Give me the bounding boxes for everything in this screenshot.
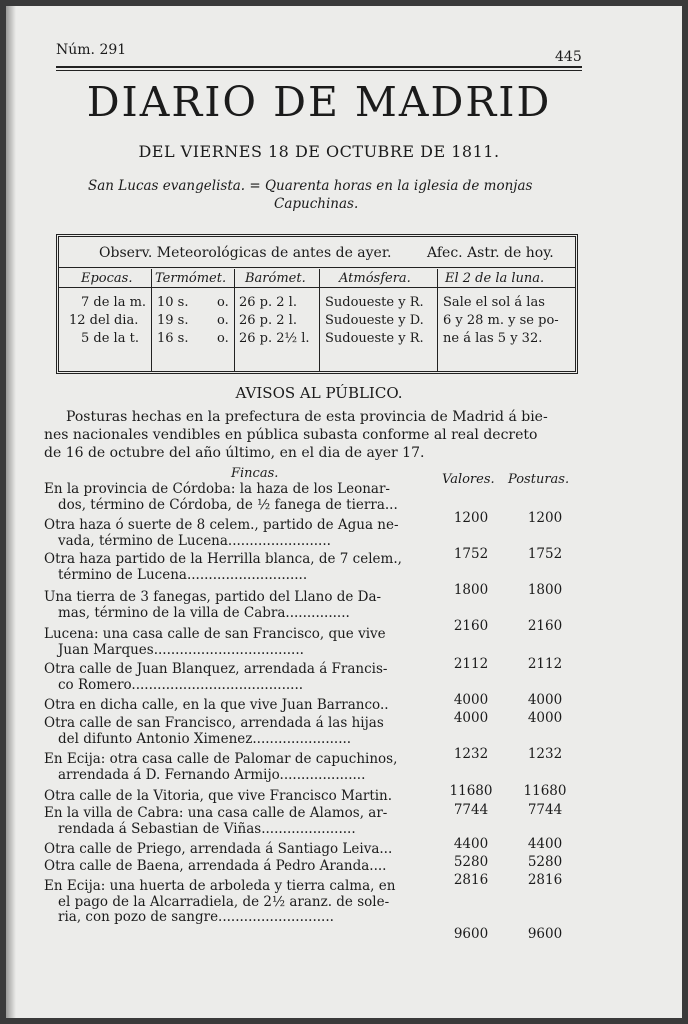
listing-entry (44, 518, 444, 549)
listing-postura: 11680 (523, 783, 567, 799)
listing-postura: 5280 (527, 854, 563, 870)
meteo-row-2-epoca: 12 del dia. (69, 313, 139, 328)
saint-line-1: San Lucas evangelista. = Quarenta horas en la iglesia de monjas (88, 178, 533, 194)
meteo-row-3-termometro-o: o. (217, 331, 229, 346)
listing-entry-line: del difunto Antonio Ximenez....................... (58, 730, 352, 747)
meteo-row-3-termometro: 16 s. (157, 331, 189, 346)
listing-entry-line: Otra calle de san Francisco, arrendada á las hijas (44, 715, 384, 731)
header-rule-top (56, 66, 582, 68)
listing-entry-line: En la provincia de Córdoba: la haza de los Leonar- (44, 481, 390, 497)
listing-postura: 4400 (527, 836, 563, 852)
listing-entry (44, 859, 444, 875)
listing-entry-line: Una tierra de 3 fanegas, partido del Llano de Da- (44, 589, 382, 605)
listing-valor: 1752 (453, 546, 489, 562)
listing-entry-line: mas, término de la villa de Cabra............... (58, 604, 350, 621)
listing-entry (44, 482, 444, 513)
listing-postura: 1752 (527, 546, 563, 562)
listing-postura: 1200 (527, 510, 563, 526)
auction-intro (44, 408, 580, 462)
issue-number: Núm. 291 (56, 42, 127, 58)
listing-entry-line: Lucena: una casa calle de san Francisco, que vive (44, 626, 386, 642)
listing-valor: 1200 (453, 510, 489, 526)
listing-entry-line: co Romero........................................ (58, 676, 304, 693)
listing-entry (44, 552, 444, 583)
column-header-posturas: Posturas. (508, 472, 570, 487)
header-rule-bottom (56, 70, 582, 71)
listing-valor: 9600 (453, 926, 489, 942)
column-header-valores: Valores. (442, 472, 495, 487)
listing-entry-line: el pago de la Alcarradiela, de 2½ aranz. de sole- (58, 893, 390, 910)
intro-line: nes nacionales vendibles en pública subasta conforme al real decreto (44, 427, 538, 443)
meteo-row-1-barometro: 26 p. 2 l. (239, 295, 297, 310)
listing-entry (44, 752, 444, 783)
meteo-row-1-epoca: 7 de la m. (81, 295, 147, 310)
astro-line-2: 6 y 28 m. y se po- (443, 313, 559, 328)
meteorological-table (56, 234, 578, 374)
meteo-title: Observ. Meteorológicas de antes de ayer. (99, 245, 392, 261)
issue-date: DEL VIERNES 18 DE OCTUBRE DE 1811. (138, 142, 500, 161)
meteo-col-divider (437, 269, 438, 371)
listing-valor: 4400 (453, 836, 489, 852)
page-number: 445 (555, 49, 582, 65)
meteo-row-2-termometro: 19 s. (157, 313, 189, 328)
listing-entry-line: Otra en dicha calle, en la que vive Juan Barranco.. (44, 697, 389, 713)
meteo-header-luna: El 2 de la luna. (445, 271, 545, 286)
listing-valor: 1232 (453, 746, 489, 762)
listing-entry-line: Otra calle de Juan Blanquez, arrendada á Francis- (44, 661, 388, 677)
meteo-header-termometro: Termómet. (155, 271, 227, 286)
listing-entry-line: dos, término de Córdoba, de ½ fanega de tierra... (58, 496, 398, 513)
listing-entry (44, 789, 444, 805)
page-edge-shadow (6, 6, 16, 1018)
meteo-row-2-termometro-o: o. (217, 313, 229, 328)
listing-entry-line: Juan Marques................................... (58, 641, 304, 658)
listing-entry-line: Otra calle de la Vitoria, que vive Francisco Martin. (44, 788, 393, 804)
listing-entry-line: Otra calle de Priego, arrendada á Santiago Leiva... (44, 841, 393, 857)
listing-entry-line: Otra haza partido de la Herrilla blanca, de 7 celem., (44, 551, 402, 567)
listing-postura: 1232 (527, 746, 563, 762)
masthead-title: DIARIO DE MADRID (86, 78, 552, 126)
listing-entry-line: vada, término de Lucena........................ (58, 532, 331, 549)
intro-line: Posturas hechas en la prefectura de esta provincia de Madrid á bie- (66, 409, 548, 425)
astro-line-3: ne á las 5 y 32. (443, 331, 543, 346)
section-heading-avisos: AVISOS AL PÚBLICO. (235, 384, 403, 402)
listing-postura: 4000 (527, 710, 563, 726)
listing-entry-line: En Ecija: otra casa calle de Palomar de capuchinos, (44, 751, 398, 767)
meteo-header-atmosfera: Atmósfera. (339, 271, 411, 286)
listing-entry (44, 698, 444, 714)
listing-valor: 2112 (453, 656, 489, 672)
listing-entry (44, 627, 444, 658)
meteo-row-3-atmosfera: Sudoueste y R. (325, 331, 424, 346)
listing-postura: 2112 (527, 656, 563, 672)
astro-title: Afec. Astr. de hoy. (427, 245, 554, 261)
listing-valor: 1800 (453, 582, 489, 598)
meteo-row-1-termometro-o: o. (217, 295, 229, 310)
newspaper-page (6, 6, 682, 1018)
listing-entry-line: Otra haza ó suerte de 8 celem., partido de Agua ne- (44, 517, 399, 533)
listing-postura: 2816 (527, 872, 563, 888)
meteo-row-3-barometro: 26 p. 2½ l. (239, 331, 310, 346)
meteo-header-barometro: Barómet. (245, 271, 306, 286)
listing-entry-line: ria, con pozo de sangre........................... (58, 909, 334, 925)
listing-valor: 2160 (453, 618, 489, 634)
listing-postura: 2160 (527, 618, 563, 634)
listing-valor: 5280 (453, 854, 489, 870)
listing-entry (44, 806, 444, 837)
listing-entry-line: En Ecija: una huerta de arboleda y tierra calma, en (44, 878, 396, 894)
meteo-row-2-atmosfera: Sudoueste y D. (325, 313, 424, 328)
meteo-col-divider (151, 269, 152, 371)
listing-entry-line: término de Lucena............................ (58, 566, 308, 583)
meteo-header-epocas: Epocas. (81, 271, 133, 286)
listing-postura: 7744 (527, 802, 563, 818)
meteo-subheader-rule (59, 287, 575, 288)
astro-line-1: Sale el sol á las (443, 295, 545, 310)
listing-entry (44, 842, 444, 858)
meteo-col-divider (234, 269, 235, 371)
meteo-col-divider (319, 269, 320, 371)
listing-entry (44, 662, 444, 693)
meteo-row-1-atmosfera: Sudoueste y R. (325, 295, 424, 310)
listing-valor: 2816 (453, 872, 489, 888)
meteo-row-2-barometro: 26 p. 2 l. (239, 313, 297, 328)
listing-entry-line: En la villa de Cabra: una casa calle de Alamos, ar- (44, 805, 388, 821)
listing-entry-line: rendada á Sebastian de Viñas...................... (58, 820, 356, 837)
intro-line: de 16 de octubre del año último, en el dia de ayer 17. (44, 445, 425, 461)
saint-line-2: Capuchinas. (274, 196, 359, 212)
listing-entry (44, 716, 444, 747)
listing-valor: 4000 (453, 710, 489, 726)
listing-entry-line: Otra calle de Baena, arrendada á Pedro Aranda.... (44, 858, 387, 874)
listing-valor: 7744 (453, 802, 489, 818)
listing-entry (44, 590, 444, 621)
listing-valor: 11680 (449, 783, 493, 799)
listing-postura: 4000 (527, 692, 563, 708)
column-header-fincas: Fincas. (231, 466, 279, 481)
listing-postura: 1800 (527, 582, 563, 598)
listing-valor: 4000 (453, 692, 489, 708)
meteo-row-3-epoca: 5 de la t. (81, 331, 139, 346)
listing-postura: 9600 (527, 926, 563, 942)
listing-entry (44, 879, 444, 926)
meteo-header-rule (59, 267, 575, 268)
meteo-row-1-termometro: 10 s. (157, 295, 189, 310)
listing-entry-line: arrendada á D. Fernando Armijo.................... (58, 766, 366, 783)
